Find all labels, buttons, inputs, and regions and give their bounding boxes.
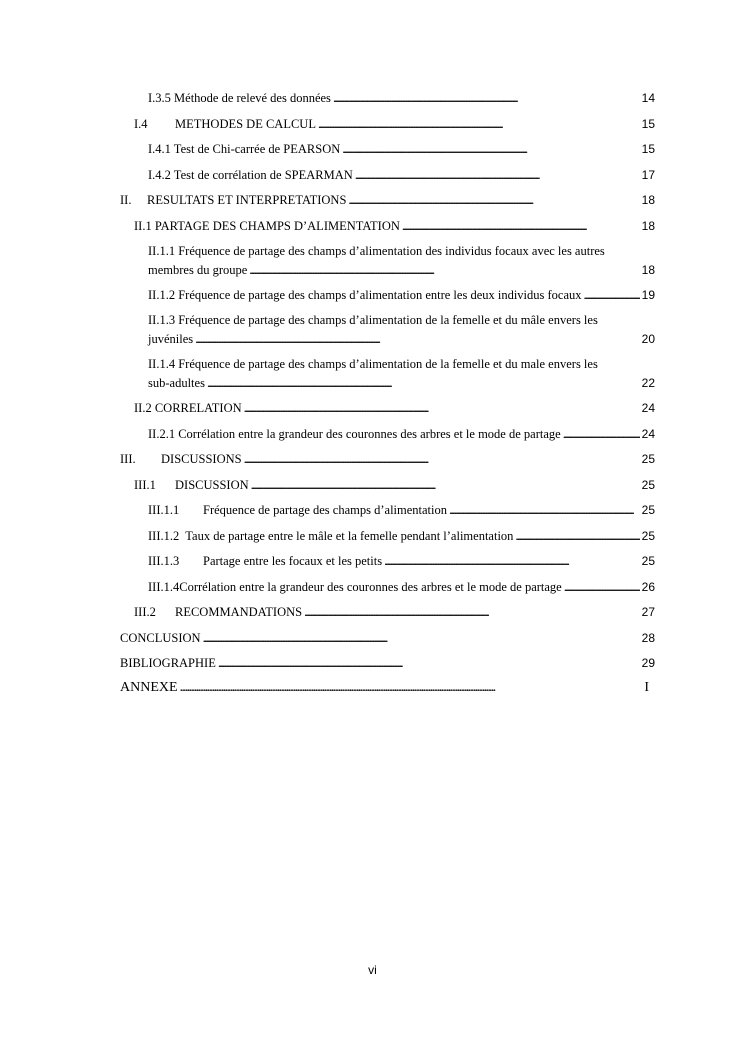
toc-number: III.1.3 [148,554,180,568]
dot-leader [342,141,639,157]
toc-entry[interactable] [120,192,655,208]
toc-page: 24 [641,401,655,415]
toc-page: 25 [641,478,655,492]
toc-page: 18 [641,193,655,207]
toc-title: juvéniles [148,332,194,346]
toc-page: 25 [641,554,655,568]
toc-title-line1: II.1.4 Fréquence de partage des champs d’alimentation de la femelle et du male envers les [148,357,598,371]
toc-title: DISCUSSION [175,478,249,492]
toc-page: 24 [641,427,655,441]
toc-number: III.1.2 [148,529,180,543]
toc-page: 14 [641,91,655,105]
toc-page: 15 [641,142,655,156]
toc-title: Fréquence de partage des champs d’alimentation [203,503,448,517]
toc-entry[interactable] [148,579,655,595]
toc-page: 26 [641,580,655,594]
toc-page: 27 [641,605,655,619]
dot-leader [304,604,640,620]
toc-entry[interactable] [134,218,655,234]
toc-page: 25 [641,529,655,543]
toc-title: I.3.5 Méthode de relevé des données [148,91,331,105]
toc-title: METHODES DE CALCUL [175,117,316,131]
dot-leader [318,116,640,132]
toc-entry[interactable] [120,451,655,467]
dot-leader [207,375,640,391]
dot-leader [384,553,640,569]
toc-number: III.1 [134,478,156,492]
toc-number: I.4 [134,117,148,131]
toc-title-line1: II.1.3 Fréquence de partage des champs d’alimentation de la femelle et du mâle envers les [148,313,598,327]
toc-title: Corrélation entre la grandeur des couronnes des arbres et le mode de partage [179,580,562,594]
dot-leader [195,331,640,347]
toc-page: 29 [641,656,655,670]
toc-entry[interactable] [148,141,655,157]
toc-page: 20 [641,332,655,346]
toc-title: I.4.1 Test de Chi-carrée de PEARSON [148,142,341,156]
toc-entry[interactable] [148,426,655,442]
toc-page: 15 [641,117,655,131]
toc-title: membres du groupe [148,263,248,277]
toc-title: DISCUSSIONS [161,452,242,466]
toc-entry[interactable] [148,502,655,518]
dot-leader [584,287,640,303]
toc-title: sub-adultes [148,376,205,390]
toc-title: II.2.1 Corrélation entre la grandeur des couronnes des arbres et le mode de partage [148,427,561,441]
toc-entry[interactable] [148,90,655,106]
toc-entry[interactable] [120,655,655,671]
toc-entry[interactable] [134,400,655,416]
dot-leader [348,192,639,208]
dot-leader [564,579,640,595]
toc-title: II.2 CORRELATION [134,401,242,415]
toc-title: RESULTATS ET INTERPRETATIONS [147,193,347,207]
dot-leader [333,90,640,106]
dot-leader [449,502,640,518]
dot-leader [515,528,639,544]
toc-page: 28 [641,631,655,645]
toc-title: RECOMMANDATIONS [175,605,303,619]
toc-entry[interactable] [134,116,655,132]
toc-page: 18 [641,263,655,277]
toc-title: CONCLUSION [120,631,201,645]
dot-leader [249,262,639,278]
toc-entry[interactable] [148,553,655,569]
toc-title: Taux de partage entre le mâle et la femelle pendant l’alimentation [185,529,514,543]
toc-entry[interactable] [134,604,655,620]
dot-leader [251,477,640,493]
dot-leader [180,680,643,696]
toc-entry[interactable] [120,680,649,696]
toc-number: III. [120,452,136,466]
toc-entry[interactable] [120,630,655,646]
toc-entry[interactable] [148,312,655,347]
toc-page: 17 [641,168,655,182]
toc-title: Partage entre les focaux et les petits [203,554,383,568]
toc-entry[interactable] [148,356,655,391]
toc-title: II.1 PARTAGE DES CHAMPS D’ALIMENTATION [134,219,400,233]
toc-page: 19 [641,288,655,302]
toc-page: 22 [641,376,655,390]
toc-number: III.1.1 [148,503,180,517]
toc-entry[interactable] [148,167,655,183]
toc-title: II.1.2 Fréquence de partage des champs d’alimentation entre les deux individus focaux [148,288,582,302]
toc-entry[interactable] [134,477,655,493]
page-number: vi [368,963,377,977]
toc-page: 25 [641,452,655,466]
toc-number: III.1.4 [148,580,180,594]
toc-entry[interactable] [148,243,655,278]
toc-page: I [644,680,649,695]
dot-leader [203,630,640,646]
toc-number: III.2 [134,605,156,619]
toc-title: I.4.2 Test de corrélation de SPEARMAN [148,168,353,182]
toc-title-line1: II.1.1 Fréquence de partage des champs d’alimentation des individus focaux avec les autres [148,244,605,258]
dot-leader [563,426,640,442]
toc-title: ANNEXE [120,680,178,695]
toc-page: 25 [641,503,655,517]
toc-number: II. [120,193,132,207]
dot-leader [355,167,640,183]
dot-leader [402,218,640,234]
toc-entry[interactable] [148,287,655,303]
toc-page: 18 [641,219,655,233]
dot-leader [244,400,640,416]
toc-entry[interactable] [148,528,655,544]
toc-title: BIBLIOGRAPHIE [120,656,216,670]
dot-leader [244,451,640,467]
dot-leader [218,655,640,671]
